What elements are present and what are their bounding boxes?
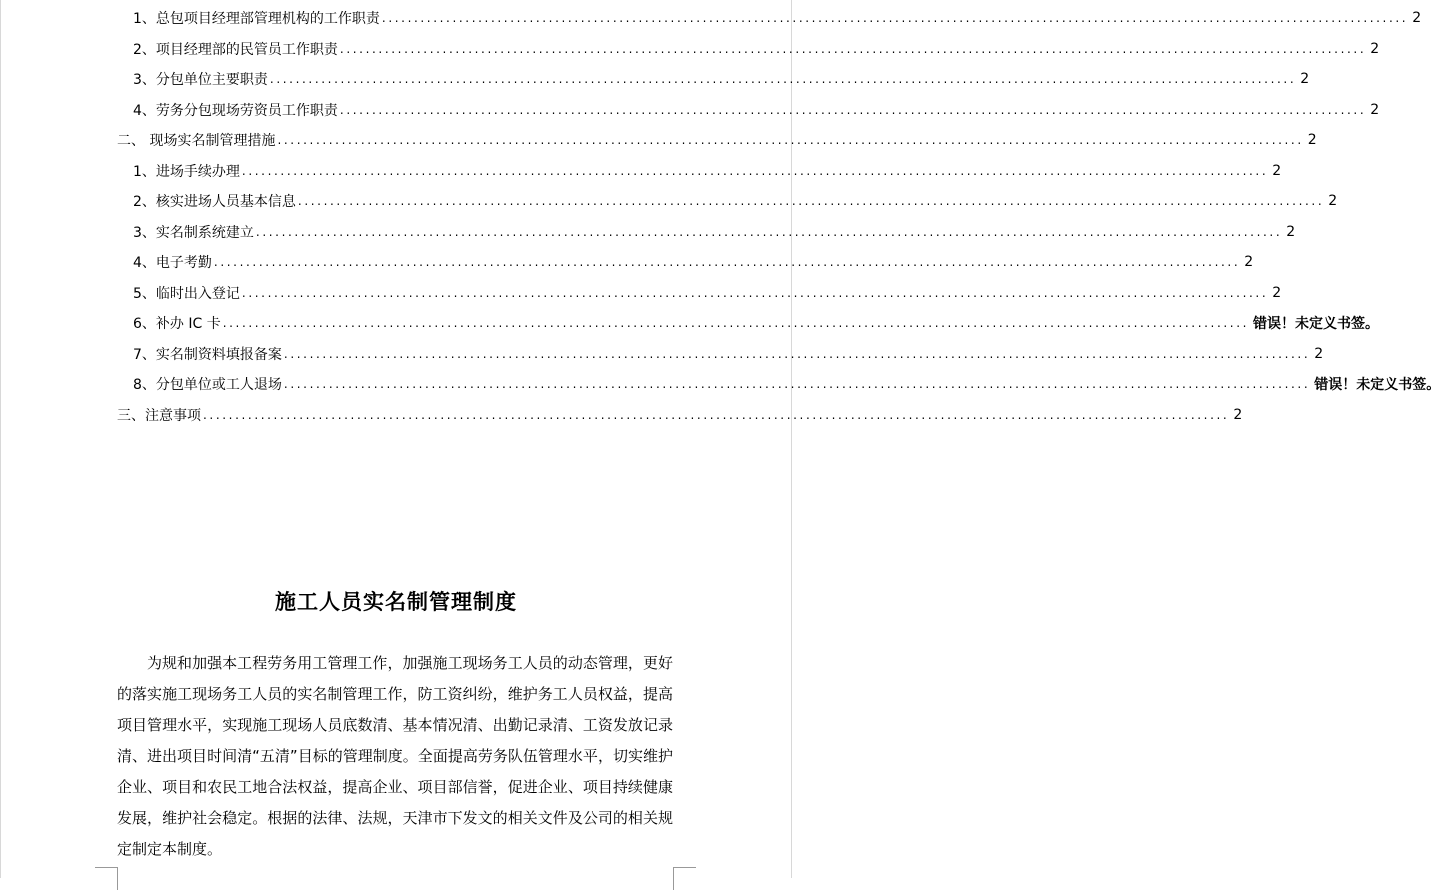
toc-entry-label: 8、分包单位或工人退场 [133, 377, 282, 393]
toc-leader-dots: ................................................................................................................................................................ [283, 346, 1311, 361]
toc-entry[interactable] [133, 251, 1254, 273]
toc-entry[interactable] [133, 99, 1380, 121]
toc-entry[interactable] [133, 38, 1380, 60]
toc-entry-page: 2 [1412, 10, 1422, 26]
toc-entry-error: 错误！未定义书签。 [1253, 316, 1380, 332]
toc-leader-dots: ................................................................................................................................................................ [339, 102, 1367, 117]
toc-entry[interactable] [133, 190, 1338, 212]
toc-entry-page: 2 [1272, 284, 1282, 301]
toc-entry-page: 2 [1314, 345, 1324, 362]
toc-entry[interactable] [117, 129, 1317, 151]
toc-leader-dots: ................................................................................................................................................................ [283, 377, 1311, 391]
page-border-right [791, 0, 792, 878]
toc-entry[interactable] [133, 221, 1296, 243]
toc-leader-dots: ................................................................................................................................................................ [269, 72, 1297, 86]
toc-entry-label: 4、劳务分包现场劳资员工作职责 [133, 102, 338, 119]
toc-entry-page: 2 [1370, 101, 1380, 118]
toc-entry-page: 2 [1286, 223, 1296, 240]
toc-entry[interactable] [133, 160, 1282, 182]
toc-entry-label: 7、实名制资料填报备案 [133, 346, 282, 363]
toc-entry[interactable] [133, 282, 1282, 304]
intro-paragraph: 为规和加强本工程劳务用工管理工作，加强施工现场务工人员的动态管理，更好的落实施工现场务工人员的实名制管理工作，防工资纠纷，维护务工人员权益，提高项目管理水平，实现施工现场人员底数清、基本情况清、出勤记录清、工资发放记录清、进出项目时间清“五清”目标的管理制度。全面提高劳务队伍管理水平，切实维护企业、项目和农民工地合法权益，提高企业、项目部信誉，促进企业、项目持续健康发展，维护社会稳定。根据的法律、法规，天津市下发文的相关文件及公司的相关规定制定本制度。 [117, 654, 673, 858]
toc-entry-page: 2 [1328, 193, 1338, 209]
margin-corner-mark-left [95, 867, 118, 890]
toc-entry[interactable] [133, 312, 1380, 334]
toc-entry-page: 2 [1244, 254, 1254, 270]
toc-leader-dots: ................................................................................................................................................................ [381, 11, 1409, 25]
toc-entry-page: 2 [1233, 406, 1243, 423]
toc-entry[interactable] [133, 343, 1324, 365]
toc-leader-dots: ................................................................................................................................................................ [222, 316, 1250, 330]
toc-entry-label: 三、注意事项 [117, 407, 201, 424]
toc-entry-label: 3、分包单位主要职责 [133, 72, 268, 88]
toc-entry-label: 3、实名制系统建立 [133, 224, 254, 241]
toc-entry-label: 6、补办 IC 卡 [133, 316, 221, 332]
toc-leader-dots: ................................................................................................................................................................ [241, 285, 1269, 300]
toc-entry-label: 1、总包项目经理部管理机构的工作职责 [133, 11, 380, 27]
body-paragraph [117, 648, 673, 865]
toc-leader-dots: ................................................................................................................................................................ [203, 407, 1230, 422]
toc-entry-page: 2 [1300, 71, 1310, 87]
toc-entry-error: 错误！未定义书签。 [1314, 377, 1440, 393]
toc-leader-dots: ................................................................................................................................................................ [339, 41, 1367, 56]
toc-entry-page: 2 [1307, 132, 1317, 148]
toc-entry-label: 4、电子考勤 [133, 255, 212, 271]
page-border-left [0, 0, 1, 878]
toc-leader-dots: ................................................................................................................................................................ [277, 133, 1304, 147]
toc-entry-page: 2 [1272, 162, 1282, 179]
toc-leader-dots: ................................................................................................................................................................ [213, 255, 1241, 269]
toc-entry[interactable] [133, 373, 1440, 395]
margin-corner-mark-right [673, 867, 696, 890]
toc-entry-label: 2、项目经理部的民管员工作职责 [133, 41, 338, 58]
document-title: 施工人员实名制管理制度 [275, 589, 517, 614]
toc-entry-label: 2、核实进场人员基本信息 [133, 194, 296, 210]
toc-leader-dots: ................................................................................................................................................................ [255, 224, 1283, 239]
toc-entry[interactable] [133, 7, 1422, 29]
toc-entry-label: 5、临时出入登记 [133, 285, 240, 302]
toc-entry-page: 2 [1370, 40, 1380, 57]
toc-leader-dots: ................................................................................................................................................................ [241, 163, 1269, 178]
toc-leader-dots: ................................................................................................................................................................ [297, 194, 1325, 208]
toc-entry-label: 二、 现场实名制管理措施 [117, 133, 276, 149]
toc-entry[interactable] [117, 404, 1243, 426]
toc-entry-label: 1、进场手续办理 [133, 163, 240, 180]
toc-entry[interactable] [133, 68, 1310, 90]
